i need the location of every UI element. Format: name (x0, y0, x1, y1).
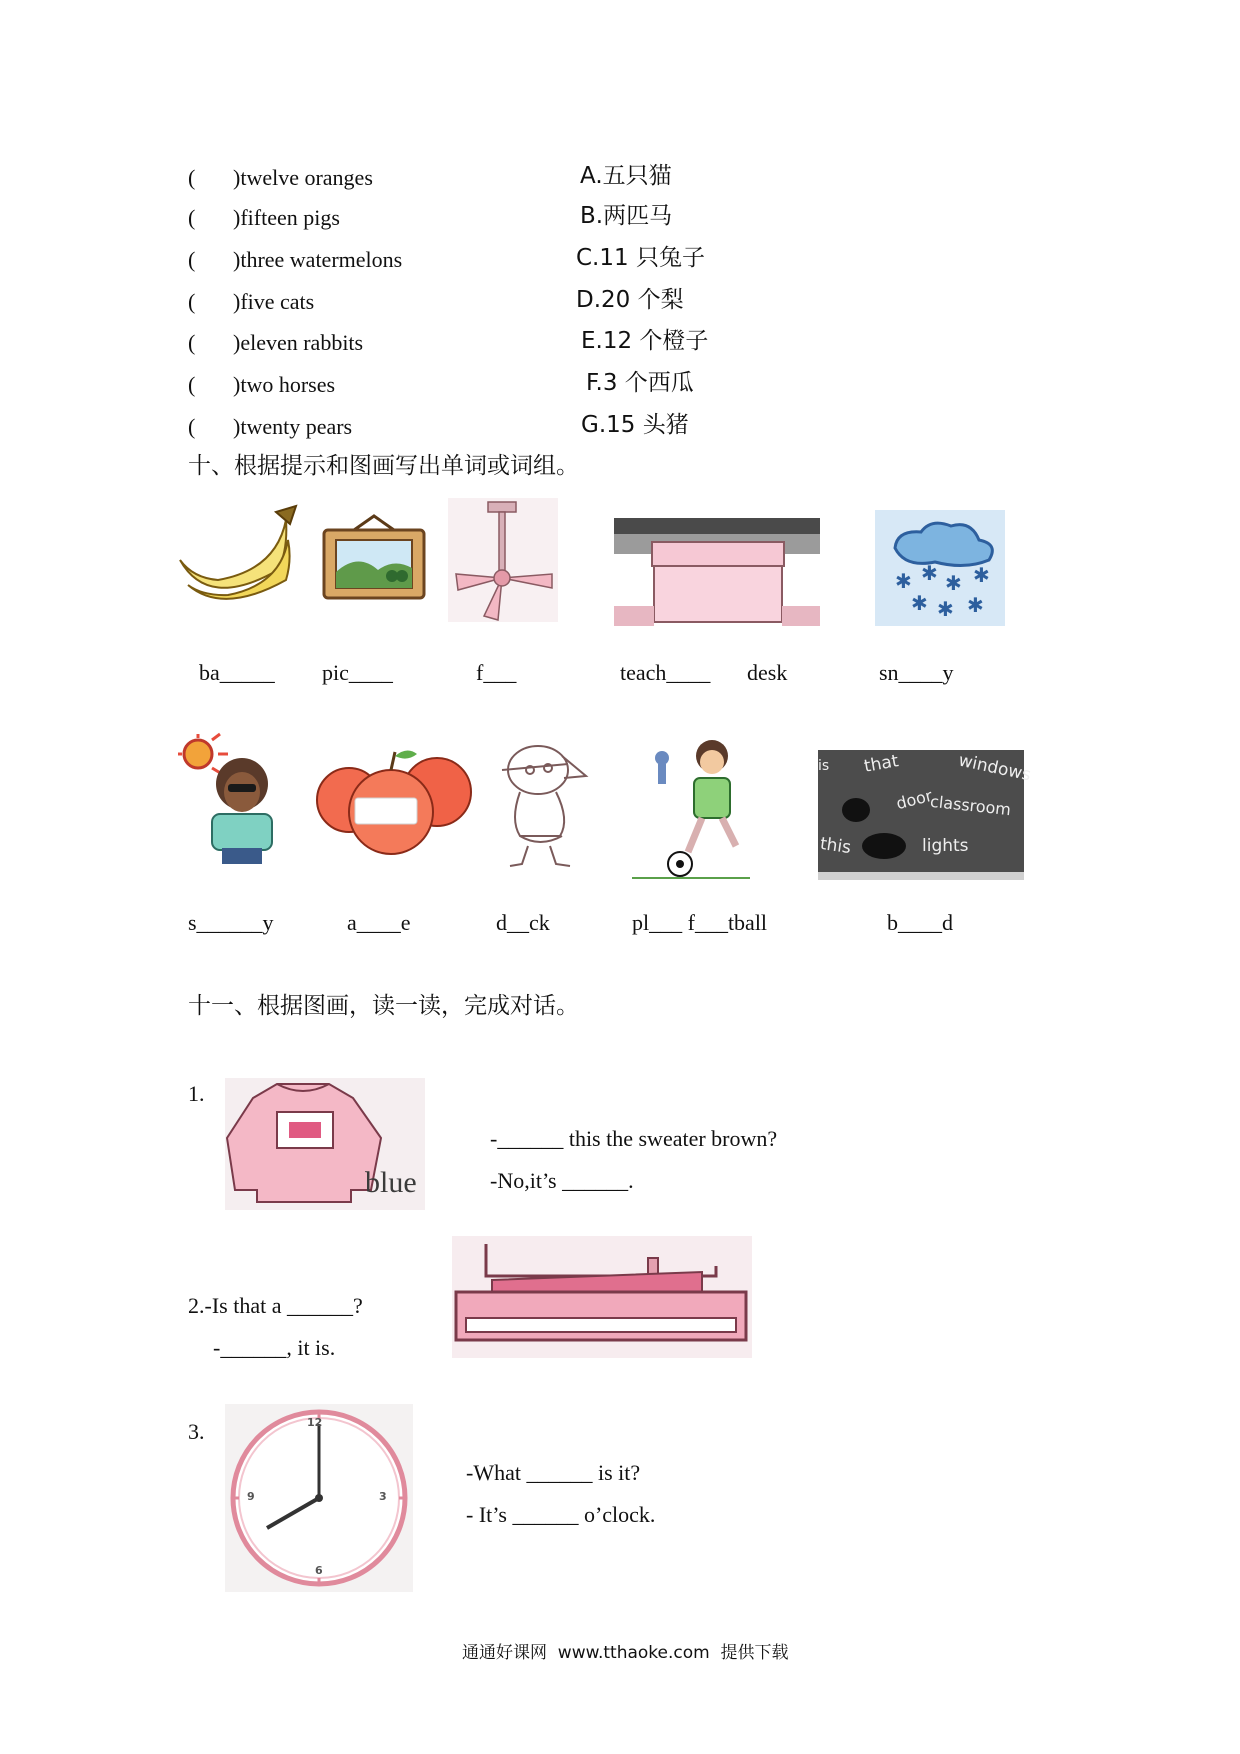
banana-picture (168, 500, 300, 616)
football-picture (632, 734, 750, 884)
option-text: F.3 个西瓜 (586, 370, 694, 396)
board-word: door (894, 785, 935, 814)
question-number: 1. (188, 1081, 205, 1106)
hint-picture: pic____ (322, 660, 393, 685)
snowy-picture (875, 510, 1005, 626)
option-text: C.11 只兔子 (576, 245, 705, 271)
answer-paren[interactable]: ( (188, 414, 196, 439)
hint-snowy: sn____y (879, 660, 954, 685)
hint-play-football: pl___ f___tball (632, 910, 768, 935)
answer-paren[interactable]: ( (188, 372, 196, 397)
answer-paren[interactable]: ( (188, 289, 196, 314)
item-text: )five cats (233, 289, 315, 314)
sunny-picture (178, 734, 296, 864)
duck-picture (490, 740, 594, 872)
clock-picture (225, 1404, 413, 1592)
teacher-desk-picture (614, 518, 820, 626)
option-text: G.15 头猪 (581, 412, 689, 438)
board-word: classroom (929, 791, 1012, 820)
q3-line2: - It’s ______ o’clock. (466, 1502, 656, 1527)
sweater-color-label: blue (365, 1166, 417, 1199)
board-word: is (818, 758, 830, 774)
item-text: )twelve oranges (233, 165, 373, 190)
clock-number: 6 (315, 1564, 323, 1577)
board-word: windows (956, 750, 1033, 786)
item-text: )two horses (233, 372, 336, 397)
picture-frame-picture (318, 512, 430, 604)
answer-paren[interactable]: ( (188, 205, 196, 230)
answer-paren[interactable]: ( (188, 247, 196, 272)
section-11-heading: 十一、根据图画，读一读，完成对话。 (188, 993, 579, 1019)
option-text: A.五只猫 (580, 163, 672, 189)
hint-board: b____d (887, 910, 953, 935)
option-text: D.20 个梨 (576, 287, 684, 313)
item-text: )twenty pears (233, 414, 353, 439)
clock-number: 12 (307, 1416, 323, 1429)
option-text: B.两匹马 (580, 203, 673, 229)
item-text: )eleven rabbits (233, 330, 364, 355)
sweater-picture (225, 1078, 425, 1210)
section-10-heading: 十、根据提示和图画写出单词或词组。 (188, 453, 579, 479)
q2-line2: -______, it is. (213, 1335, 336, 1360)
item-text: )fifteen pigs (233, 205, 340, 230)
hint-fan: f___ (476, 660, 517, 685)
question-number: 3. (188, 1419, 205, 1444)
board-word: that (862, 751, 901, 777)
q3-line1: -What ______ is it? (466, 1460, 641, 1485)
option-text: E.12 个橙子 (581, 328, 709, 354)
answer-paren[interactable]: ( (188, 165, 196, 190)
hint-banana: ba_____ (199, 660, 275, 685)
svg-text:✱: ✱ (937, 597, 954, 621)
svg-text:✱: ✱ (973, 563, 990, 587)
svg-text:✱: ✱ (911, 591, 928, 615)
svg-text:✱: ✱ (921, 561, 938, 585)
hint-desk: desk (747, 660, 788, 685)
hint-duck: d__ck (496, 910, 550, 935)
page-footer: 通通好课网 www.tthaoke.com 提供下载 (462, 1643, 789, 1663)
q2-line1: 2.-Is that a ______? (188, 1293, 363, 1318)
clock-number: 3 (379, 1490, 387, 1503)
item-text: )three watermelons (233, 247, 403, 272)
hint-apple: a____e (347, 910, 411, 935)
svg-text:✱: ✱ (967, 593, 984, 617)
fan-picture (448, 498, 558, 622)
svg-text:✱: ✱ (895, 569, 912, 593)
hint-teacher: teach____ (620, 660, 711, 685)
board-word: lights (922, 836, 969, 856)
q1-line2: -No,it’s ______. (490, 1168, 634, 1193)
apple-picture (315, 742, 475, 858)
q1-line1: -______ this the sweater brown? (490, 1126, 778, 1151)
light-picture (452, 1236, 752, 1358)
svg-text:✱: ✱ (945, 571, 962, 595)
board-word: this (818, 833, 853, 859)
clock-number: 9 (247, 1490, 255, 1503)
blackboard-picture (818, 750, 1033, 880)
hint-sunny: s______y (188, 910, 274, 935)
answer-paren[interactable]: ( (188, 330, 196, 355)
